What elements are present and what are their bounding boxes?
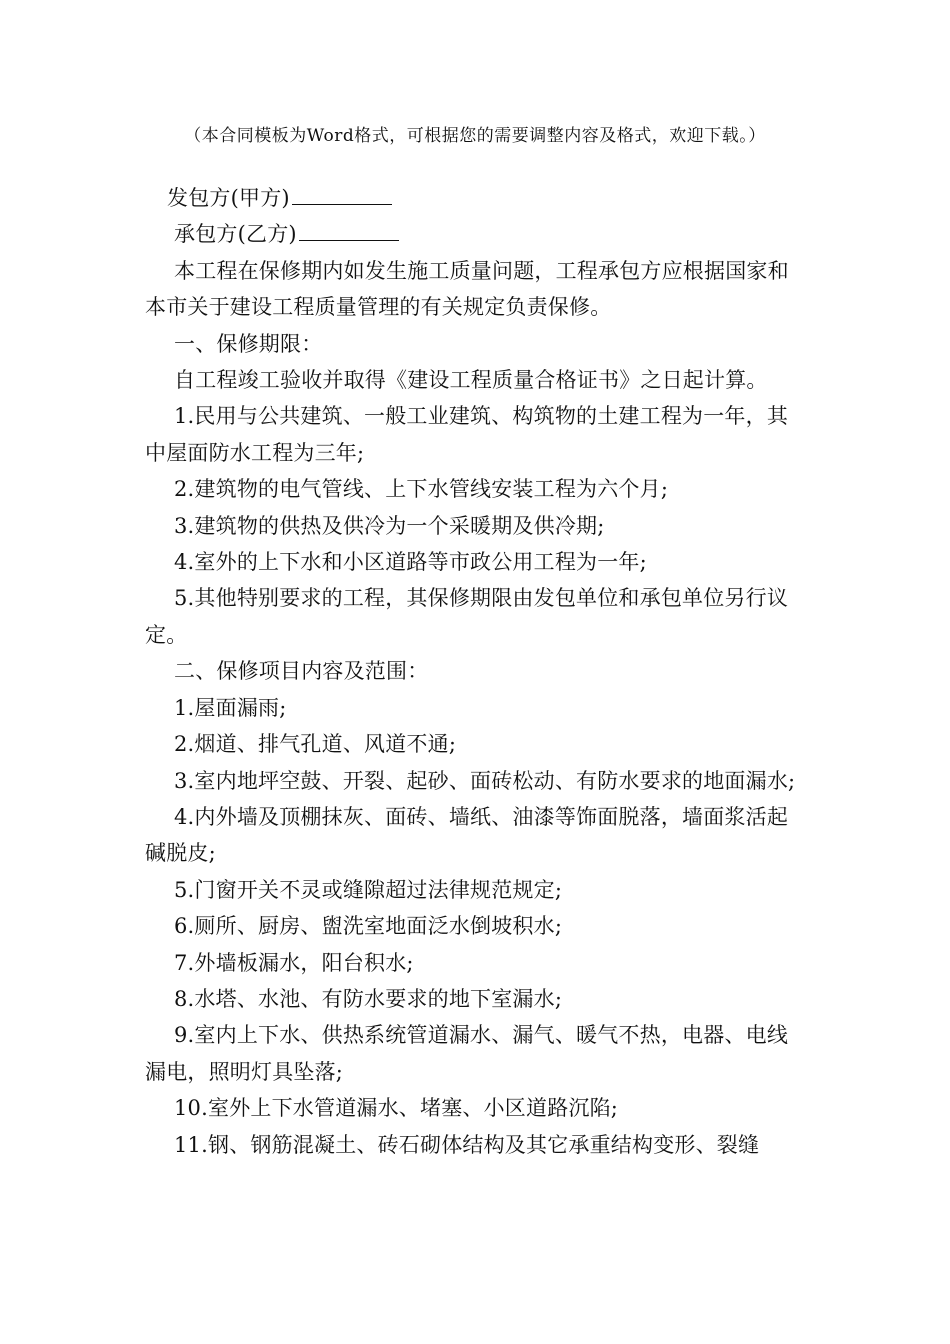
- party-a-label: 发包方(甲方): [167, 186, 290, 210]
- list-item: 6.厕所、厨房、盥洗室地面泛水倒坡积水;: [174, 914, 563, 939]
- list-item: 4.内外墙及顶棚抹灰、面砖、墙纸、油漆等饰面脱落，墙面浆活起碱脱皮;: [145, 804, 789, 866]
- list-item: 1.屋面漏雨;: [174, 695, 287, 720]
- list-item: 2.建筑物的电气管线、上下水管线安装工程为六个月;: [174, 477, 669, 502]
- party-b-blank: [299, 222, 399, 241]
- intro-paragraph: 本工程在保修期内如发生施工质量问题，工程承包方应根据国家和本市关于建设工程质量管理的有关规定负责保修。: [145, 258, 789, 320]
- list-item: 1.民用与公共建筑、一般工业建筑、构筑物的土建工程为一年，其中屋面防水工程为三年;: [145, 404, 789, 465]
- list-item: 8.水塔、水池、有防水要求的地下室漏水;: [174, 986, 563, 1011]
- list-item: 3.建筑物的供热及供冷为一个采暖期及供冷期;: [174, 513, 605, 538]
- template-note: （本合同模板为Word格式，可根据您的需要调整内容及格式，欢迎下载。）: [184, 126, 766, 146]
- list-item: 10.室外上下水管道漏水、堵塞、小区道路沉陷;: [174, 1096, 619, 1121]
- party-a-line: [145, 180, 805, 216]
- list-item: 3.室内地坪空鼓、开裂、起砂、面砖松动、有防水要求的地面漏水;: [174, 768, 796, 793]
- section1-heading: 一、保修期限：: [174, 331, 323, 356]
- list-item: 11.钢、钢筋混凝土、砖石砌体结构及其它承重结构变形、裂缝: [174, 1132, 760, 1157]
- list-item: 4.室外的上下水和小区道路等市政公用工程为一年;: [174, 550, 647, 575]
- list-item: 5.门窗开关不灵或缝隙超过法律规范规定;: [174, 877, 563, 902]
- list-item: 7.外墙板漏水，阳台积水;: [174, 950, 414, 975]
- party-a-blank: [292, 186, 392, 205]
- contract-body: [145, 180, 805, 1163]
- section2-heading: 二、保修项目内容及范围：: [174, 659, 429, 684]
- party-b-label: 承包方(乙方): [174, 222, 297, 247]
- list-item: 2.烟道、排气孔道、风道不通;: [174, 732, 457, 757]
- section1-lead: 自工程竣工验收并取得《建设工程质量合格证书》之日起计算。: [174, 368, 768, 393]
- list-item: 9.室内上下水、供热系统管道漏水、漏气、暖气不热，电器、电线漏电，照明灯具坠落;: [145, 1023, 789, 1084]
- list-item: 5.其他特别要求的工程，其保修期限由发包单位和承包单位另行议定。: [145, 586, 789, 647]
- party-b-line: [145, 216, 805, 252]
